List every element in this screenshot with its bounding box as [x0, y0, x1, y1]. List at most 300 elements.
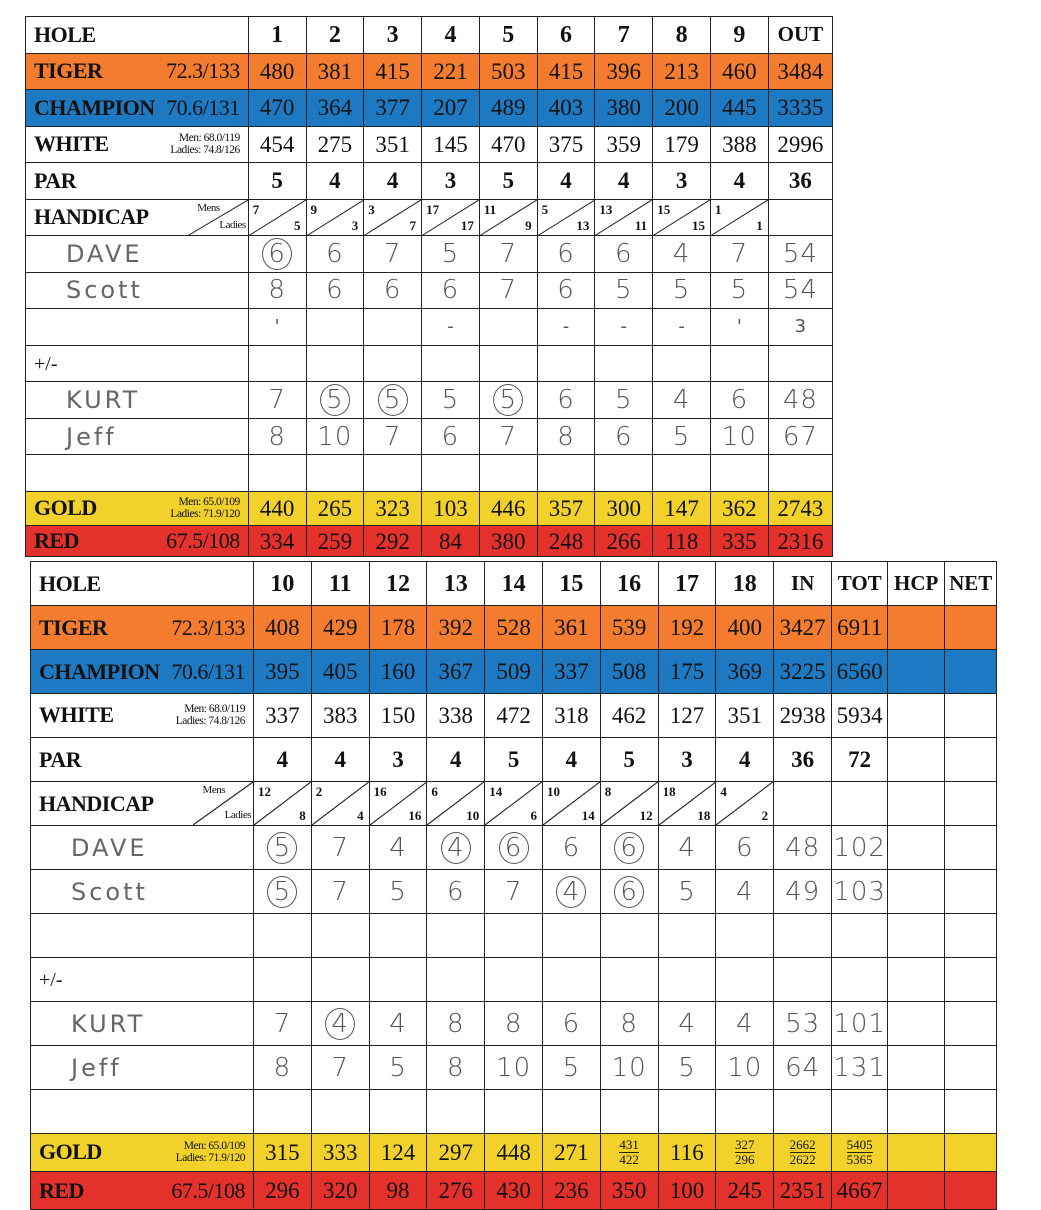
ladies-handicap: 11 — [634, 218, 648, 234]
hcp-cell — [888, 1172, 945, 1210]
tiger-tee-name: TIGER — [34, 58, 103, 84]
player-score — [311, 870, 369, 914]
handicap-row — [26, 199, 833, 236]
tally-mark — [306, 309, 364, 346]
par-value: 4 — [364, 163, 422, 200]
empty-cell — [364, 345, 422, 382]
red-yardage: 259 — [306, 526, 364, 557]
hcp-cell — [888, 1046, 945, 1090]
tiger-yardage: 221 — [422, 53, 480, 90]
red-in-total: 2351 — [774, 1172, 832, 1210]
ladies-handicap: 16 — [408, 808, 422, 823]
hcp-cell — [888, 1134, 945, 1172]
champion-yardage: 175 — [658, 650, 716, 694]
par-value: 5 — [479, 163, 537, 200]
white-in-total: 2938 — [774, 694, 832, 738]
par-row — [31, 738, 997, 782]
front-nine-scorecard — [25, 16, 833, 557]
net-cell — [945, 1002, 997, 1046]
ladies-handicap: 14 — [581, 808, 595, 823]
empty-cell — [254, 958, 312, 1002]
player-tot-total: 101 — [832, 1002, 888, 1046]
mens-handicap: 13 — [599, 201, 613, 217]
tally-mark — [485, 914, 543, 958]
tally-value: - — [620, 316, 628, 338]
handicap-cell — [427, 782, 485, 826]
ladies-handicap: 5 — [294, 218, 301, 234]
gold-yardage: 323 — [364, 491, 422, 526]
empty-cell — [600, 958, 658, 1002]
player-score — [658, 870, 716, 914]
hole-number: 10 — [254, 562, 312, 606]
tiger-yardage: 415 — [364, 53, 422, 90]
mens-handicap: 17 — [426, 201, 440, 217]
empty-cell — [311, 1090, 369, 1134]
empty-cell — [254, 1090, 312, 1134]
men-rating: Men: 68.0/119 — [178, 131, 240, 144]
ladies-label: Ladies — [219, 219, 246, 232]
handicap-cell — [369, 782, 427, 826]
empty-cell — [832, 1090, 888, 1134]
player-score — [485, 1002, 543, 1046]
par-value: 3 — [658, 738, 716, 782]
par-value: 3 — [422, 163, 480, 200]
score-value: 5 — [562, 1052, 581, 1083]
red-yardage: 100 — [658, 1172, 716, 1210]
ladies-handicap: 15 — [691, 218, 705, 234]
red-tee-name: RED — [39, 1177, 84, 1203]
tally-mark — [422, 309, 480, 346]
gold-yardage: 116 — [658, 1134, 716, 1172]
score-value: 6 — [441, 275, 460, 306]
score-value: 8 — [268, 421, 286, 452]
player-score — [306, 382, 364, 419]
score-value: 6 — [441, 421, 460, 452]
par-value: 4 — [537, 163, 595, 200]
player-score — [595, 272, 653, 309]
score-value: 4 — [325, 1008, 355, 1040]
player-name: Scott — [26, 272, 249, 309]
par-value: 4 — [311, 738, 369, 782]
plus-minus-row — [26, 345, 833, 382]
empty-cell — [945, 958, 997, 1002]
front-nine-table — [25, 16, 833, 557]
net-cell — [945, 826, 997, 870]
player-score — [600, 1046, 658, 1090]
white-tee-ratings — [170, 132, 247, 156]
score-value: 5 — [615, 275, 633, 306]
score-value: 10 — [496, 1052, 532, 1083]
player-out-total: 54 — [768, 272, 832, 309]
player-row — [31, 1002, 997, 1046]
tally-mark — [311, 914, 369, 958]
white-tee-name: WHITE — [34, 130, 109, 156]
player-score — [710, 418, 768, 455]
hole-number: 6 — [537, 17, 595, 54]
empty-cell — [653, 455, 711, 492]
champion-yardage: 160 — [369, 650, 427, 694]
gold-yardage: 103 — [422, 491, 480, 526]
red-yardage: 335 — [710, 526, 768, 557]
empty-cell — [542, 958, 600, 1002]
champion-yardage: 405 — [311, 650, 369, 694]
player-score — [311, 826, 369, 870]
champion-yardage: 207 — [422, 90, 480, 127]
player-score — [311, 1002, 369, 1046]
hole-number: 7 — [595, 17, 653, 54]
champion-yardage: 337 — [542, 650, 600, 694]
empty-cell — [537, 455, 595, 492]
score-value: 6 — [614, 876, 644, 908]
empty-cell — [832, 914, 888, 958]
gold-tee-ratings — [170, 496, 247, 520]
tiger-tee-row — [26, 53, 833, 90]
empty-cell — [888, 1090, 945, 1134]
score-value: 6 — [262, 238, 292, 270]
gold-out-total: 2743 — [768, 491, 832, 526]
ladies-handicap: 6 — [530, 808, 537, 823]
split-yardage — [790, 1138, 816, 1167]
player-score — [427, 870, 485, 914]
mens-handicap: 8 — [604, 784, 612, 799]
score-value: 8 — [504, 1008, 523, 1039]
white-out-total: 2996 — [768, 126, 832, 163]
player-score — [653, 272, 711, 309]
handicap-cell — [479, 199, 537, 236]
red-yardage: 84 — [422, 526, 480, 557]
red-out-total: 2316 — [768, 526, 832, 557]
score-value: 6 — [614, 832, 644, 864]
par-row — [26, 163, 833, 200]
hole-number: 4 — [422, 17, 480, 54]
empty-cell — [26, 455, 249, 492]
player-name: Scott — [31, 870, 254, 914]
white-yardage: 375 — [537, 126, 595, 163]
mens-handicap: 4 — [720, 784, 727, 799]
back-nine-table — [30, 561, 997, 1210]
player-score — [248, 236, 306, 273]
red-tee-rating: 67.5/108 — [171, 1177, 245, 1203]
score-value: 5 — [730, 275, 749, 306]
champion-yardage: 445 — [710, 90, 768, 127]
gold-tee-row — [26, 491, 833, 526]
gold-yardage: 147 — [653, 491, 711, 526]
net-cell — [945, 694, 997, 738]
out-header: OUT — [768, 17, 832, 54]
white-tee-name: WHITE — [39, 702, 114, 727]
white-yardage: 179 — [653, 126, 711, 163]
gold-yardage — [600, 1134, 658, 1172]
white-yardage: 150 — [369, 694, 427, 738]
mens-handicap: 10 — [546, 784, 560, 799]
player-score — [595, 418, 653, 455]
champion-tee-name: CHAMPION — [34, 94, 155, 120]
empty-cell — [485, 1090, 543, 1134]
gold-yardage: 265 — [306, 491, 364, 526]
empty-cell — [422, 345, 480, 382]
tiger-tee-row — [31, 606, 997, 650]
score-value: 6 — [557, 275, 575, 306]
handicap-cell — [653, 199, 711, 236]
tiger-yardage: 539 — [600, 606, 658, 650]
tally-mark — [595, 309, 653, 346]
hcp-cell — [888, 870, 945, 914]
empty-cell — [306, 455, 364, 492]
tiger-yardage: 396 — [595, 53, 653, 90]
score-value: 5 — [493, 384, 523, 416]
player-score — [422, 418, 480, 455]
player-score — [542, 1002, 600, 1046]
tally-mark — [600, 914, 658, 958]
champion-yardage: 380 — [595, 90, 653, 127]
tally-mark — [364, 309, 422, 346]
player-tot-total: 103 — [832, 870, 888, 914]
hole-number: 1 — [248, 17, 306, 54]
handicap-cell — [254, 782, 312, 826]
tiger-tee-label — [26, 53, 249, 90]
mens-label: Mens — [197, 201, 220, 214]
player-score — [311, 1046, 369, 1090]
score-value: 8 — [447, 1052, 465, 1083]
hole-number: 2 — [306, 17, 364, 54]
champion-yardage: 377 — [364, 90, 422, 127]
tiger-yardage: 480 — [248, 53, 306, 90]
player-score — [369, 1002, 427, 1046]
player-score — [716, 1002, 774, 1046]
empty-cell — [774, 782, 832, 826]
tiger-in-total: 3427 — [774, 606, 832, 650]
men-rating: Men: 68.0/119 — [184, 703, 245, 715]
player-name: DAVE — [31, 826, 254, 870]
handicap-cell — [485, 782, 543, 826]
empty-cell — [479, 345, 537, 382]
player-name: Jeff — [26, 418, 249, 455]
score-value: 5 — [615, 385, 633, 416]
split-bottom: 296 — [735, 1151, 755, 1167]
empty-cell — [888, 914, 945, 958]
empty-cell — [595, 345, 653, 382]
handicap-row — [31, 782, 997, 826]
tally-mark — [479, 309, 537, 346]
player-out-total: 67 — [768, 418, 832, 455]
ladies-handicap: 8 — [299, 808, 306, 823]
handicap-label — [31, 782, 254, 826]
gold-yardage: 440 — [248, 491, 306, 526]
men-rating: Men: 65.0/109 — [178, 496, 240, 509]
score-value: 5 — [378, 384, 408, 416]
red-yardage: 245 — [716, 1172, 774, 1210]
score-value: 6 — [557, 385, 575, 416]
player-score — [306, 236, 364, 273]
hole-header-row — [31, 562, 997, 606]
gold-tee-name: GOLD — [39, 1139, 102, 1164]
mens-handicap: 2 — [315, 784, 323, 799]
ladies-handicap: 18 — [697, 808, 711, 823]
empty-cell — [600, 1090, 658, 1134]
hole-number: 3 — [364, 17, 422, 54]
player-name: KURT — [31, 1002, 254, 1046]
score-value: 7 — [383, 421, 402, 452]
player-score — [537, 382, 595, 419]
tiger-tee-rating: 72.3/133 — [171, 614, 245, 640]
score-value: 7 — [499, 275, 517, 306]
ladies-handicap: 3 — [351, 218, 359, 234]
player-score — [306, 418, 364, 455]
par-value: 4 — [427, 738, 485, 782]
tiger-out-total: 3484 — [768, 53, 832, 90]
hole-number: 5 — [479, 17, 537, 54]
score-value: 8 — [620, 1008, 638, 1039]
gold-yardage: 315 — [254, 1134, 312, 1172]
champion-yardage: 364 — [306, 90, 364, 127]
tally-mark — [658, 914, 716, 958]
plus-minus-label: +/- — [26, 345, 249, 382]
player-score — [254, 1002, 312, 1046]
handicap-cell — [600, 782, 658, 826]
champion-yardage: 403 — [537, 90, 595, 127]
score-value: 6 — [615, 421, 633, 452]
handicap-cell — [716, 782, 774, 826]
player-in-total: 53 — [774, 1002, 832, 1046]
empty-cell — [832, 958, 888, 1002]
score-value: 7 — [383, 238, 402, 269]
player-in-total: 48 — [774, 826, 832, 870]
men-rating: Men: 65.0/109 — [183, 1140, 245, 1152]
score-value: 5 — [672, 275, 691, 306]
tiger-yardage: 415 — [537, 53, 595, 90]
player-row — [26, 418, 833, 455]
split-yardage — [619, 1138, 639, 1167]
champion-out-total: 3335 — [768, 90, 832, 127]
score-value: 4 — [736, 876, 754, 907]
player-tot-total: 102 — [832, 826, 888, 870]
tot-header: TOT — [832, 562, 888, 606]
hcp-cell — [888, 738, 945, 782]
player-score — [369, 870, 427, 914]
par-value: 5 — [485, 738, 543, 782]
champion-tee-rating: 70.6/131 — [171, 658, 245, 684]
split-bottom: 5365 — [846, 1151, 873, 1167]
tally-value: - — [562, 316, 570, 338]
empty-cell — [658, 958, 716, 1002]
hole-number: 13 — [427, 562, 485, 606]
tally-total — [768, 309, 832, 346]
white-yardage: 472 — [485, 694, 543, 738]
tiger-tee-rating: 72.3/133 — [166, 58, 240, 84]
hole-number: 12 — [369, 562, 427, 606]
gold-tee-label — [26, 491, 249, 526]
handicap-cell — [306, 199, 364, 236]
marks-row — [31, 914, 997, 958]
score-value: 8 — [557, 421, 575, 452]
red-yardage: 266 — [595, 526, 653, 557]
white-yardage: 337 — [254, 694, 312, 738]
champion-tee-row — [31, 650, 997, 694]
par-in-total: 36 — [774, 738, 832, 782]
player-score — [542, 870, 600, 914]
hole-number: 17 — [658, 562, 716, 606]
empty-cell — [768, 199, 832, 236]
split-top: 327 — [735, 1136, 755, 1152]
white-tee-label — [31, 694, 254, 738]
handicap-cell — [311, 782, 369, 826]
hole-number: 15 — [542, 562, 600, 606]
score-value: 6 — [499, 832, 529, 864]
tiger-tee-label — [31, 606, 254, 650]
in-header: IN — [774, 562, 832, 606]
score-value: 7 — [499, 421, 517, 452]
mens-handicap: 6 — [431, 784, 438, 799]
tiger-yardage: 503 — [479, 53, 537, 90]
player-score — [248, 272, 306, 309]
player-score — [600, 870, 658, 914]
net-cell — [945, 606, 997, 650]
champion-yardage: 508 — [600, 650, 658, 694]
tiger-yardage: 392 — [427, 606, 485, 650]
player-score — [485, 826, 543, 870]
player-score — [653, 382, 711, 419]
score-value: 5 — [672, 421, 691, 452]
par-value: 4 — [710, 163, 768, 200]
split-yardage — [847, 1138, 873, 1167]
split-bottom: 2622 — [789, 1151, 816, 1167]
player-score — [537, 272, 595, 309]
champion-yardage: 489 — [479, 90, 537, 127]
gold-tee-ratings — [176, 1140, 253, 1164]
red-tee-rating: 67.5/108 — [166, 528, 240, 554]
score-value: 5 — [441, 385, 460, 416]
handicap-cell — [537, 199, 595, 236]
mens-handicap: 9 — [310, 201, 317, 217]
par-out-total: 36 — [768, 163, 832, 200]
champion-tee-label — [31, 650, 254, 694]
player-score — [306, 272, 364, 309]
par-value: 4 — [595, 163, 653, 200]
champion-yardage: 395 — [254, 650, 312, 694]
player-score — [364, 382, 422, 419]
handicap-cell — [364, 199, 422, 236]
player-score — [479, 382, 537, 419]
empty-cell — [945, 914, 997, 958]
net-cell — [945, 738, 997, 782]
red-yardage: 118 — [653, 526, 711, 557]
player-score — [658, 826, 716, 870]
empty-cell — [427, 958, 485, 1002]
mens-handicap: 7 — [252, 201, 260, 217]
mens-handicap: 14 — [489, 784, 503, 799]
empty-cell — [710, 455, 768, 492]
player-in-total: 49 — [774, 870, 832, 914]
player-score — [422, 382, 480, 419]
player-score — [600, 1002, 658, 1046]
white-yardage: 470 — [479, 126, 537, 163]
player-row — [31, 826, 997, 870]
par-value: 4 — [254, 738, 312, 782]
player-score — [710, 236, 768, 273]
champion-yardage: 367 — [427, 650, 485, 694]
blank-row — [26, 455, 833, 492]
hole-number: 8 — [653, 17, 711, 54]
par-tot-total: 72 — [832, 738, 888, 782]
tally-value: - — [447, 316, 454, 338]
empty-cell — [485, 958, 543, 1002]
player-score — [542, 826, 600, 870]
score-value: 5 — [441, 238, 460, 269]
champion-tot-total: 6560 — [832, 650, 888, 694]
tally-mark — [653, 309, 711, 346]
red-tee-label — [31, 1172, 254, 1210]
score-value: 10 — [317, 421, 353, 452]
